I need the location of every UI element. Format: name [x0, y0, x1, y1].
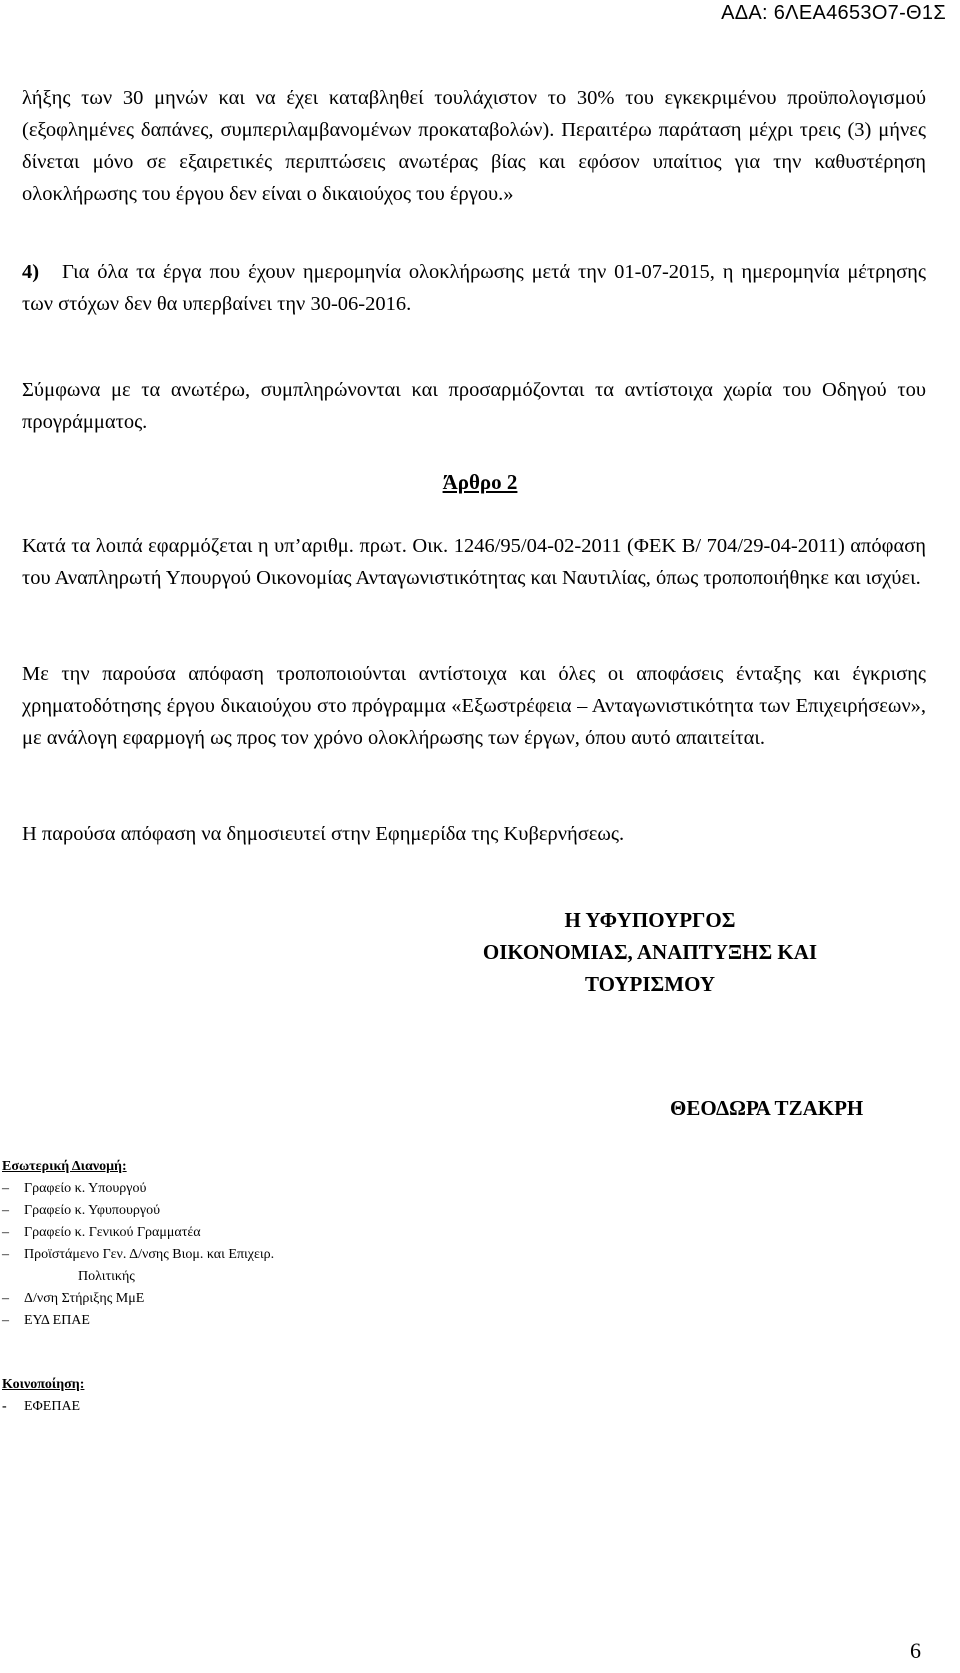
list-item: – Γραφείο κ. Γενικού Γραμματέα — [2, 1222, 274, 1244]
signature-line-2: ΟΙΚΟΝΟΜΙΑΣ, ΑΝΑΠΤΥΞΗΣ ΚΑΙ — [482, 940, 818, 964]
paragraph-point-4 — [22, 256, 926, 320]
dash-bullet: – — [2, 1203, 9, 1218]
signatory-name: ΘΕΟΔΩΡΑ ΤΖΑΚΡΗ — [670, 1096, 864, 1120]
list-item-continuation: Πολιτικής — [78, 1269, 135, 1284]
signature-line-1: Η ΥΦΥΠΟΥΡΓΟΣ — [564, 908, 736, 932]
signature-line-3: ΤΟΥΡΙΣΜΟΥ — [584, 972, 716, 996]
distribution-list — [2, 1178, 274, 1332]
dash-bullet: – — [2, 1247, 9, 1262]
ada-code: ΑΔΑ: 6ΛΕΑ4653Ο7-Θ1Σ — [721, 2, 946, 24]
dash-bullet: – — [2, 1313, 9, 1328]
dash-bullet: – — [2, 1291, 9, 1306]
notification-heading: Κοινοποίηση: — [2, 1377, 85, 1392]
list-item: – Γραφείο κ. Υφυπουργού — [2, 1200, 274, 1222]
paragraph-guide-update: Σύμφωνα με τα ανωτέρω, συμπληρώνονται και προσαρμόζονται τα αντίστοιχα χωρία του Οδηγού του προγράμματος. — [22, 379, 926, 433]
paragraph-publication: Η παρούσα απόφαση να δημοσιευτεί στην Εφημερίδα της Κυβερνήσεως. — [22, 823, 625, 845]
paragraph-extension-terms: λήξης των 30 μηνών και να έχει καταβληθεί τουλάχιστον το 30% του εγκεκριμένου προϋπολογισμού (εξοφλημένες δαπάνες, συμπεριλαμβανομένων προκαταβολών). Περαιτέρω παράταση μέχρι τρεις (3) μήνες δίνεται μόνο σε εξαιρετικές περιπτώσεις ανωτέρας βίας και εφόσον υπαίτιος για την καθυστέρηση ολοκλήρωσης του έργου δεν είναι ο δικαιούχος του έργου.» — [22, 87, 926, 205]
list-item: – Προϊστάμενο Γεν. Δ/νσης Βιομ. και Επιχειρ. — [2, 1244, 274, 1266]
paragraph-amendment: Με την παρούσα απόφαση τροποποιούνται αντίστοιχα και όλες οι αποφάσεις ένταξης και έγκρισης χρηματοδότησης έργου δικαιούχου στο πρόγραμμα «Εξωστρέφεια – Ανταγωνιστικότητα των Επιχειρήσεων», με ανάλογη εφαρμογή ως προς τον χρόνο ολοκλήρωσης των έργων, όπου αυτό απαιτείται. — [22, 663, 926, 749]
point-4-text: Για όλα τα έργα που έχουν ημερομηνία ολοκλήρωσης μετά την 01-07-2015, η ημερομηνία μέτρησης των στόχων δεν θα υπερβαίνει την 30-06-2016. — [22, 261, 926, 315]
list-item: – ΕΥΔ ΕΠΑΕ — [2, 1310, 274, 1332]
distribution-heading: Εσωτερική Διανομή: — [2, 1159, 127, 1174]
paragraph-applicable-decision: Κατά τα λοιπά εφαρμόζεται η υπ’αριθμ. πρωτ. Οικ. 1246/95/04-02-2011 (ΦΕΚ Β/ 704/29-04-2011) απόφαση του Αναπληρωτή Υπουργού Οικονομίας Ανταγωνιστικότητας και Ναυτιλίας, όπως τροποποιήθηκε και ισχύει. — [22, 535, 926, 589]
notification-item: - ΕΦΕΠΑΕ — [2, 1396, 80, 1418]
list-item: – Γραφείο κ. Υπουργού — [2, 1178, 274, 1200]
list-item: – Δ/νση Στήριξης ΜμΕ — [2, 1288, 274, 1310]
dash-bullet: – — [2, 1181, 9, 1196]
dash-bullet: – — [2, 1225, 9, 1240]
article-heading: Άρθρο 2 — [442, 470, 518, 494]
signature-title — [430, 904, 870, 1000]
dash-bullet: - — [2, 1399, 7, 1414]
page-number: 6 — [910, 1638, 921, 1663]
point-number: 4) — [22, 261, 40, 283]
